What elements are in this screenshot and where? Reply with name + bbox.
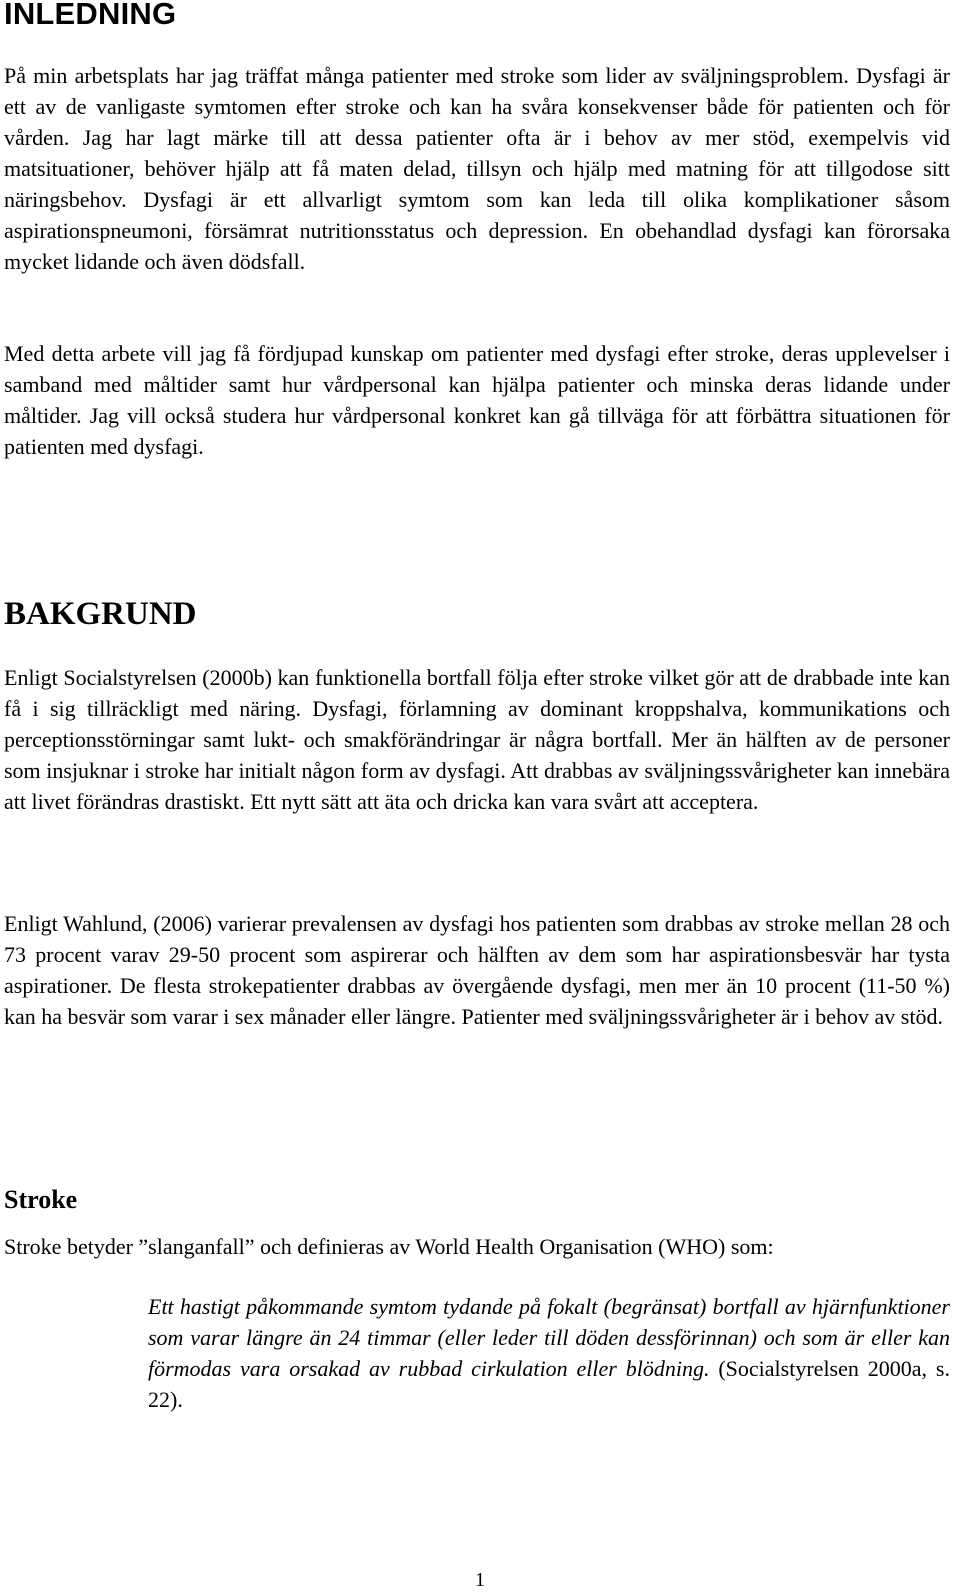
heading-bakgrund: BAKGRUND	[4, 596, 197, 632]
paragraph-inledning-1: På min arbetsplats har jag träffat många patienter med stroke som lider av sväljningsproblem. Dysfagi är ett av de vanligaste symtomen efter stroke och kan ha svåra konsekvenser både för patienten och för vården. Jag har lagt märke till att dessa patienter ofta är i behov av mer stöd, exempelvis vid matsituationer, behöver hjälp att få maten delad, tillsyn och hjälp med matning för att tillgodose sitt näringsbehov. Dysfagi är ett allvarligt symtom som kan leda till olika komplikationer såsom aspirationspneumoni, försämrat nutritionsstatus och depression. En obehandlad dysfagi kan förorsaka mycket lidande och även dödsfall.	[4, 63, 950, 274]
paragraph-inledning-2: Med detta arbete vill jag få fördjupad kunskap om patienter med dysfagi efter stroke, deras upplevelser i samband med måltider samt hur vårdpersonal kan hjälpa patienter och minska deras lidande under måltider. Jag vill också studera hur vårdpersonal konkret kan gå tillväga för att förbättra situationen för patienten med dysfagi.	[4, 341, 950, 459]
page-number: 1	[475, 1569, 485, 1591]
block-quote-who-definition	[148, 1291, 950, 1415]
quote-text: Ett hastigt påkommande symtom tydande på fokalt (begränsat) bortfall av hjärnfunktioner som varar längre än 24 timmar (eller leder till döden dessförinnan) och som är eller kan förmodas vara orsakad av rubbad cirkulation eller blödning.	[148, 1294, 950, 1381]
paragraph-bakgrund-1: Enligt Socialstyrelsen (2000b) kan funktionella bortfall följa efter stroke vilket gör att de drabbade inte kan få i sig tillräckligt med näring. Dysfagi, förlamning av dominant kroppshalva, kommunikations och perceptionsstörningar samt lukt- och smakförändringar är några bortfall. Mer än hälften av de personer som insjuknar i stroke har initialt någon form av dysfagi. Att drabbas av sväljningssvårigheter kan innebära att livet förändras drastiskt. Ett nytt sätt att äta och dricka kan vara svårt att acceptera.	[4, 665, 950, 814]
paragraph-stroke-intro: Stroke betyder ”slanganfall” och definieras av World Health Organisation (WHO) som:	[4, 1234, 774, 1259]
paragraph-bakgrund-2: Enligt Wahlund, (2006) varierar prevalensen av dysfagi hos patienten som drabbas av stroke mellan 28 och 73 procent varav 29-50 procent som aspirerar och hälften av dem som har aspirationsbesvär har tysta aspirationer. De flesta strokepatienter drabbas av övergående dysfagi, men mer än 10 procent (11-50 %) kan ha besvär som varar i sex månader eller längre. Patienter med sväljningssvårigheter är i behov av stöd.	[4, 911, 950, 1029]
heading-stroke: Stroke	[4, 1185, 78, 1214]
quote-citation: (Socialstyrelsen 2000a, s. 22).	[148, 1356, 950, 1412]
heading-inledning: INLEDNING	[4, 0, 177, 31]
